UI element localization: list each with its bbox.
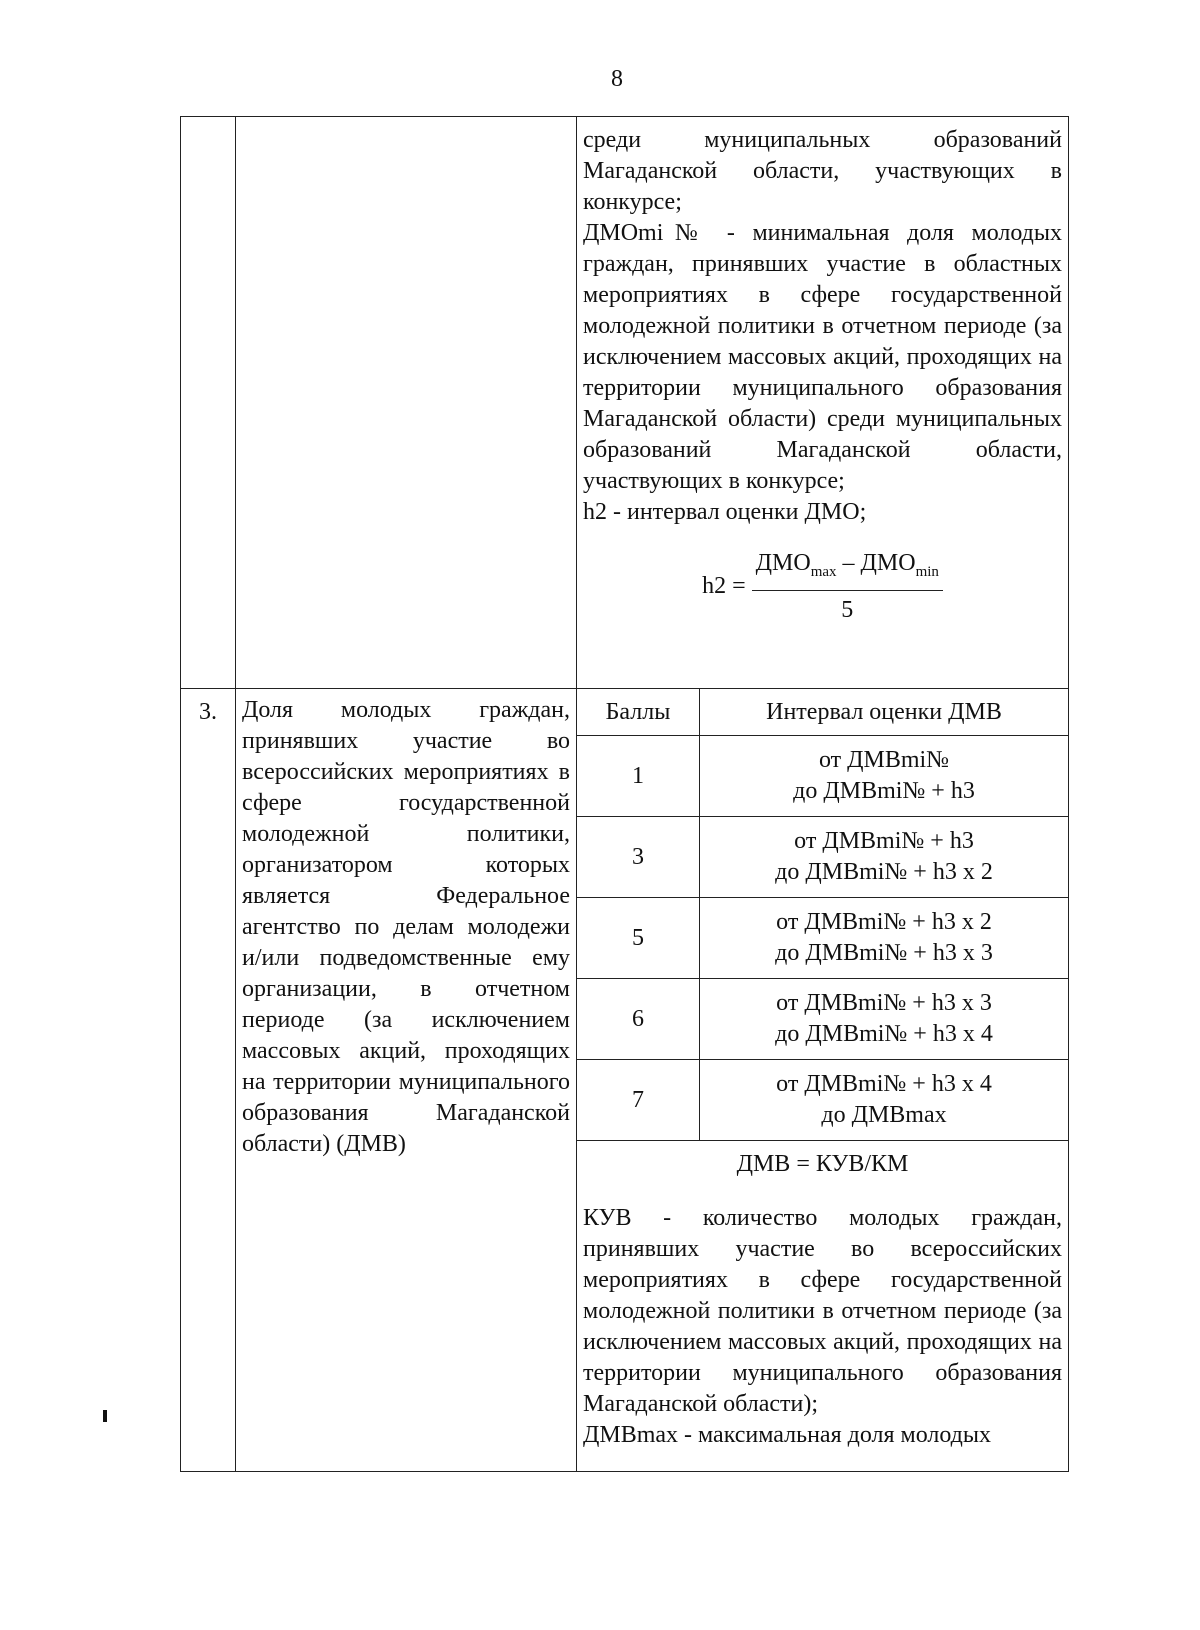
- score-interval: [700, 736, 1069, 817]
- indicator-cell: [236, 117, 577, 688]
- formula-denominator: 5: [841, 596, 854, 623]
- criteria-table: [180, 116, 1069, 1472]
- score-row: [577, 1060, 1068, 1141]
- score-header-row: [577, 689, 1068, 736]
- description-cell: [577, 689, 1068, 1471]
- formula-numerator: [752, 548, 943, 591]
- interval-to: до ДМВmi№ + h3 х 3: [775, 940, 993, 966]
- points-header: Баллы: [577, 689, 700, 736]
- minus-sign: –: [836, 550, 861, 576]
- row-number-cell: 3.: [181, 689, 236, 1471]
- score-row: [577, 817, 1068, 898]
- score-row: [577, 898, 1068, 979]
- interval-from: от ДМВmi№: [818, 747, 950, 773]
- interval-to: до ДМВmi№ + h3 х 2: [775, 859, 993, 885]
- formula-lhs: h2 =: [702, 573, 746, 600]
- description-paragraph: КУВ - количество молодых граждан, принявших участие во всероссийских мероприятиях в сфере государственной молодежной политики в отчетном периоде (за исключением массовых акций, проходящих на территории муниципального образования Магаданской области);: [583, 1205, 1062, 1417]
- interval-from: от ДМВmi№ + h3 х 2: [776, 909, 992, 935]
- interval-to: до ДМВmi№ + h3: [793, 778, 975, 804]
- numerator-term-min: ДМО: [860, 550, 916, 576]
- score-points: 7: [577, 1060, 700, 1141]
- table-row-continuation: [181, 117, 1068, 689]
- description-paragraph: h2 - интервал оценки ДМО;: [583, 499, 867, 525]
- page-number: 8: [611, 66, 623, 92]
- score-row: [577, 979, 1068, 1060]
- description-paragraph: ДМОmi№ - минимальная доля молодых граждан, принявших участие в областных мероприятиях в сфере государственной молодежной политики в отчетном периоде (за исключением массовых акций, проходящих на территории муниципального образования Магаданской области) среди муниципальных образований Магаданской области, участвующих в конкурсе;: [583, 220, 1062, 494]
- indicator-cell: Доля молодых граждан, принявших участие во всероссийских мероприятиях в сфере государственной молодежной политики, организатором которых является Федеральное агентство по делам молодежи и/или подведомственные ему организации, в отчетном периоде (за исключением массовых акций, проходящих на территории муниципального образования Магаданской области) (ДМВ): [236, 689, 577, 1471]
- subscript-max: max: [810, 563, 837, 580]
- h2-formula: [577, 548, 1068, 632]
- interval-header: Интервал оценки ДМВ: [700, 689, 1069, 736]
- score-interval: [700, 898, 1069, 979]
- interval-from: от ДМВmi№ + h3: [794, 828, 974, 854]
- dmv-formula: ДМВ = КУВ/КМ: [736, 1151, 909, 1177]
- description-paragraph: ДМВmax - максимальная доля молодых: [583, 1422, 992, 1448]
- score-points: 3: [577, 817, 700, 898]
- score-interval: [700, 979, 1069, 1060]
- description-cell: [577, 117, 1068, 688]
- score-table: [577, 689, 1068, 1141]
- formula-fraction: [752, 548, 943, 626]
- interval-from: от ДМВmi№ + h3 х 4: [776, 1071, 992, 1097]
- score-points: 1: [577, 736, 700, 817]
- score-row: [577, 736, 1068, 817]
- numerator-term-max: ДМО: [755, 550, 811, 576]
- subscript-min: min: [915, 563, 939, 580]
- score-points: 6: [577, 979, 700, 1060]
- score-points: 5: [577, 898, 700, 979]
- row-number-cell: [181, 117, 236, 688]
- interval-to: до ДМВmi№ + h3 х 4: [775, 1021, 993, 1047]
- description-paragraph: среди муниципальных образований Магаданской области, участвующих в конкурсе;: [583, 127, 1062, 215]
- score-interval: [700, 1060, 1069, 1141]
- table-row-3: [181, 689, 1068, 1471]
- interval-from: от ДМВmi№ + h3 х 3: [776, 990, 992, 1016]
- score-interval: [700, 817, 1069, 898]
- interval-to: до ДМВmax: [821, 1102, 947, 1128]
- scan-mark: [103, 1410, 107, 1422]
